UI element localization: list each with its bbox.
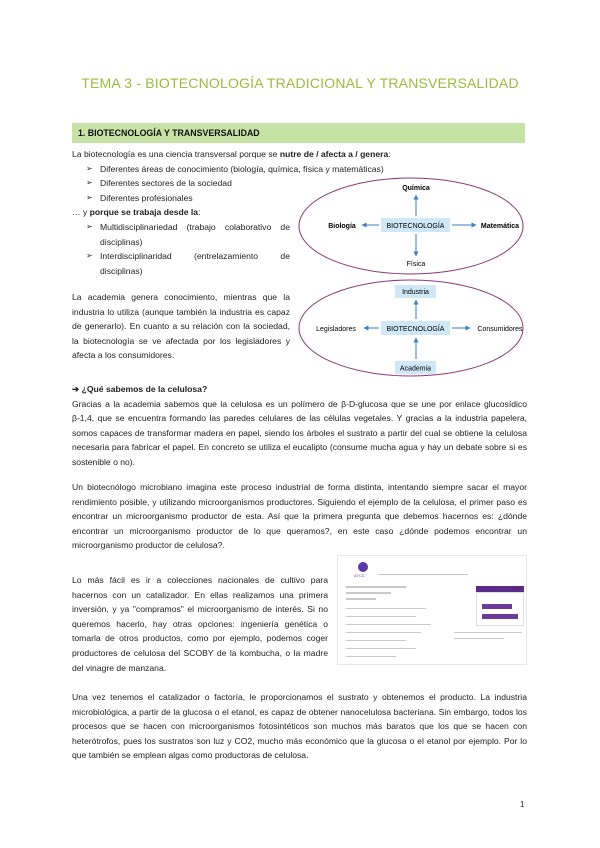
question-text: ¿Qué sabemos de la celulosa? — [81, 384, 208, 394]
center-label: BIOTECNOLOGÍA — [386, 326, 445, 333]
text-line — [346, 624, 431, 625]
celulosa-block — [72, 382, 527, 470]
intro-prefix: La biotecnología es una ciencia transversal porque se — [72, 149, 280, 159]
intro-bold: nutre de / afecta a / genera — [279, 149, 389, 159]
bottom-label: Física — [406, 261, 426, 268]
text-line — [346, 592, 391, 594]
section-heading: 1. BIOTECNOLOGÍA Y TRANSVERSALIDAD — [72, 123, 525, 143]
left-label: Biología — [328, 223, 356, 230]
atcc-screenshot — [337, 555, 527, 665]
y-bold: porque se trabaja desde la — [89, 207, 199, 218]
text-line — [346, 648, 416, 649]
text-line — [346, 598, 376, 600]
text-line — [454, 638, 504, 639]
buy-button[interactable] — [482, 614, 518, 619]
atcc-logo-icon — [358, 562, 368, 572]
text-line — [346, 656, 396, 657]
celulosa-question — [72, 382, 527, 397]
text-line — [346, 640, 406, 641]
right-label: Matemática — [480, 223, 520, 230]
y-prefix: … y — [72, 207, 90, 218]
top-label: Química — [402, 185, 430, 192]
y-suffix: : — [198, 207, 201, 218]
page-title: TEMA 3 - BIOTECNOLOGÍA TRADICIONAL Y TRANSVERSALIDAD — [81, 75, 519, 91]
colecciones-paragraph: Lo más fácil es ir a colecciones nacionales de cultivo para hacernos con un catalizador. En ellas realizamos una primera inversión, y ya "compramos" el microorganismo de interés. Si no queremos hacerlo, hay otras opciones: ingeniería genética o tomarla de otros productos, como por ejemplo, podemos coger productores de celulosa del SCOBY de la kombucha, o la madre del vinagre de manzana. — [72, 575, 328, 673]
text-line — [346, 586, 406, 588]
arrow-right-icon: ➔ — [72, 384, 82, 394]
text-line — [346, 632, 421, 633]
left-label: Legisladores — [316, 326, 356, 333]
logo-text: ATCC — [354, 573, 365, 578]
price-panel — [476, 592, 524, 626]
diagram-society — [299, 280, 523, 376]
microbiano-paragraph: Un biotecnólogo microbiano imagina este proceso industrial de forma distinta, intentando siempre sacar el mayor rendimiento posible, y utilizando microorganismos productores. Siguiendo el ejemplo de la celulosa, el primer paso es encontrar un microorganismo productor de esta. Así que la primera pregunta que debemos hacernos es: ¿dónde encontrar un microorganismo productor de lo que queramos?, en este caso ¿dónde podemos encontrar un microorganismo productor de celulosa?. — [72, 482, 527, 551]
bottom-label: Academia — [399, 365, 432, 373]
list-item: ➢ Diferentes sectores de la sociedad — [86, 176, 532, 191]
celulosa-paragraph: Gracias a la academia sabemos que la celulosa es un polímero de β-D-glucosa que se une por enlace glucosídico β-1,4, que se encuentra formando las paredes celulares de las células vegetales. Y gracias a la industria papelera, somos capaces de transformar madera en papel, siendo los árboles el sustrato a partir del cual se obtiene la celulosa necesaria para fabricar el papel. En concreto se utiliza el eucalipto (consume mucha agua y hay un debate sobre si es sostenible o no). — [72, 398, 527, 467]
nav-line — [378, 574, 468, 575]
text-line — [454, 632, 522, 633]
text-line — [346, 608, 426, 609]
diagram-disciplines — [299, 178, 523, 274]
page-number: 1 — [520, 800, 525, 809]
top-label: Industria — [402, 289, 429, 296]
right-label: Consumidores — [477, 326, 523, 333]
academia-paragraph: La academia genera conocimiento, mientras que la industria lo utiliza (aunque también la industria es capaz de generarlo). En cuanto a su relación con la sociedad, la biotecnología se ve afectada por los legisladores y afecta a los consumidores. — [72, 292, 290, 361]
intro-suffix: : — [388, 149, 391, 159]
add-to-cart-button[interactable] — [482, 604, 512, 609]
text-line — [346, 616, 416, 617]
final-paragraph: Una vez tenemos el catalizador o factoría, le proporcionamos el sustrato y obtenemos el producto. La industria microbiológica, a partir de la glucosa o el etanol, es capaz de obtener nanocelulosa bacteriana. Sin embargo, todos los procesos que se hacen con microorganismos fotosintéticos son muchos más baratos que los que se hacen con heterótrofos, pues los sustratos son luz y CO2, mucho más económico que la glucosa o el etanol por ejemplo. Por lo que también se emplean algas como productoras de celulosa. — [72, 692, 527, 761]
center-label: BIOTECNOLOGÍA — [386, 223, 445, 230]
list-item: ➢ Multidisciplinariedad (trabajo colaborativo de disciplinas) — [86, 220, 290, 249]
list-item: ➢ Diferentes áreas de conocimiento (biología, química, física y matemáticas) — [86, 162, 532, 177]
list-item: ➢ Diferentes profesionales — [86, 191, 532, 206]
list-item: ➢ Interdisciplinaridad (entrelazamiento de disciplinas) — [86, 249, 290, 278]
